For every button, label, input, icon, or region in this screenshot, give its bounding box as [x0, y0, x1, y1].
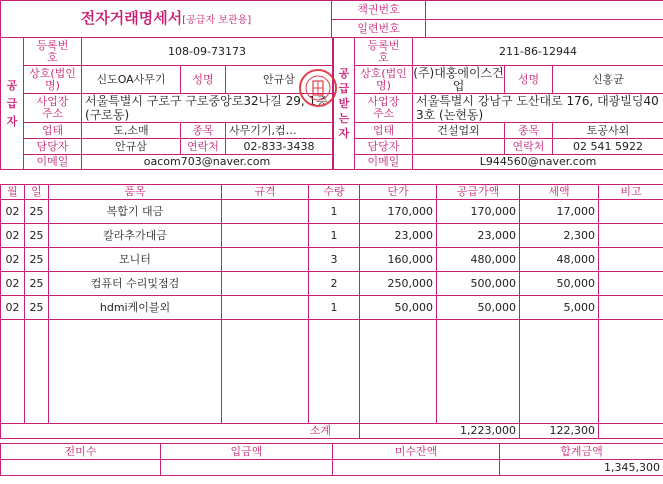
cell-note	[599, 248, 663, 272]
cell-day: 25	[25, 200, 49, 224]
cell-month: 02	[1, 296, 25, 320]
cell-day: 25	[25, 248, 49, 272]
buyer-email-label: 이메일	[355, 155, 413, 170]
items-header-row	[1, 185, 663, 200]
supplier-biz: 도,소매	[82, 123, 181, 139]
cell-month: 02	[1, 224, 25, 248]
cell-tax: 2,300	[520, 224, 599, 248]
cell-tax: 5,000	[520, 296, 599, 320]
supplier-rep: 안규삼	[226, 66, 333, 94]
cell-month: 02	[1, 248, 25, 272]
cell-day: 25	[25, 296, 49, 320]
col-supply: 공급가액	[437, 185, 520, 200]
col-item: 품목	[49, 185, 222, 200]
cell-qty: 3	[309, 248, 360, 272]
col-qty: 수량	[309, 185, 360, 200]
cell-note	[599, 200, 663, 224]
buyer-manager	[413, 139, 505, 155]
table-row	[1, 296, 663, 320]
col-day: 일	[25, 185, 49, 200]
buyer-addr-label: 사업장주소	[355, 94, 413, 123]
cell-tax: 17,000	[520, 200, 599, 224]
cell-qty: 1	[309, 296, 360, 320]
supplier-side-label: 공급자	[1, 38, 24, 170]
book-no-value	[426, 1, 663, 20]
cell-supply: 170,000	[437, 200, 520, 224]
total-value: 1,345,300	[500, 460, 663, 476]
subtotal-row	[1, 424, 663, 439]
cell-item: hdmi케이블외	[49, 296, 222, 320]
cell-month: 02	[1, 200, 25, 224]
col-spec: 규격	[222, 185, 309, 200]
cell-day: 25	[25, 272, 49, 296]
supplier-reg-no: 108-09-73173	[82, 38, 333, 66]
document-title: 전자거래명세서	[80, 8, 183, 27]
supplier-item: 사무기기,컴…	[226, 123, 333, 139]
buyer-contact: 02 541 5922	[553, 139, 663, 155]
buyer-biz-label: 업태	[355, 123, 413, 139]
buyer-rep: 신홍균	[553, 66, 663, 94]
cell-note	[599, 272, 663, 296]
prev-balance-value	[1, 460, 161, 476]
buyer-item-label: 종목	[505, 123, 553, 139]
cell-spec	[222, 272, 309, 296]
col-month: 월	[1, 185, 25, 200]
supplier-name: 신도OA사무기	[82, 66, 181, 94]
buyer-rep-label: 성명	[505, 66, 553, 94]
cell-month: 02	[1, 272, 25, 296]
cell-supply: 23,000	[437, 224, 520, 248]
cell-spec	[222, 200, 309, 224]
received-label: 입금액	[161, 444, 333, 460]
cell-supply: 500,000	[437, 272, 520, 296]
supplier-email: oacom703@naver.com	[82, 155, 333, 170]
supplier-item-label: 종목	[181, 123, 226, 139]
buyer-name-label: 상호(법인명)	[355, 66, 413, 94]
cell-tax: 48,000	[520, 248, 599, 272]
cell-spec	[222, 224, 309, 248]
footer-table	[0, 443, 663, 476]
buyer-reg-label: 등록번호	[355, 38, 413, 66]
header-table	[0, 0, 663, 38]
buyer-biz: 건설업외	[413, 123, 505, 139]
supplier-rep-label: 성명	[181, 66, 226, 94]
cell-price: 160,000	[360, 248, 437, 272]
table-row	[1, 248, 663, 272]
cell-note	[599, 296, 663, 320]
cell-spec	[222, 248, 309, 272]
cell-qty: 1	[309, 200, 360, 224]
buyer-reg-no: 211-86-12944	[413, 38, 663, 66]
unpaid-label: 미수잔액	[333, 444, 500, 460]
buyer-item: 토공사외	[553, 123, 663, 139]
table-row	[1, 224, 663, 248]
supplier-contact: 02-833-3438	[226, 139, 333, 155]
supplier-contact-label: 연락처	[181, 139, 226, 155]
col-note: 비고	[599, 185, 663, 200]
table-row	[1, 200, 663, 224]
buyer-addr: 서울특별시 강남구 도산대로 176, 대광빌딩403호 (논현동)	[413, 94, 663, 123]
cell-qty: 2	[309, 272, 360, 296]
cell-qty: 1	[309, 224, 360, 248]
buyer-name: (주)대홍에이스건업	[413, 65, 504, 93]
buyer-table	[333, 37, 663, 170]
document-subtitle: [공급자 보관용]	[182, 14, 252, 26]
cell-price: 170,000	[360, 200, 437, 224]
unpaid-value	[333, 460, 500, 476]
serial-no-label: 일련번호	[332, 20, 426, 38]
subtotal-supply: 1,223,000	[360, 424, 520, 439]
supplier-manager-label: 담당자	[24, 139, 82, 155]
items-table	[0, 184, 663, 439]
buyer-contact-label: 연락처	[505, 139, 553, 155]
subtotal-label: 소계	[1, 424, 360, 439]
empty-row	[1, 320, 663, 424]
buyer-side-label: 공급받는자	[334, 38, 355, 170]
title-cell	[1, 1, 332, 38]
cell-item: 복합기 대금	[49, 200, 222, 224]
cell-spec	[222, 296, 309, 320]
cell-price: 250,000	[360, 272, 437, 296]
supplier-reg-label: 등록번호	[24, 38, 82, 66]
table-row	[1, 272, 663, 296]
cell-supply: 50,000	[437, 296, 520, 320]
supplier-table	[0, 37, 333, 170]
cell-note	[599, 224, 663, 248]
cell-item: 모니터	[49, 248, 222, 272]
buyer-email: L944560@naver.com	[413, 155, 663, 170]
cell-day: 25	[25, 224, 49, 248]
supplier-name-label: 상호(법인명)	[24, 66, 82, 94]
received-value	[161, 460, 333, 476]
cell-item: 칼라추가대금	[49, 224, 222, 248]
total-label: 합계금액	[500, 444, 663, 460]
supplier-addr-label: 사업장주소	[24, 94, 82, 123]
cell-supply: 480,000	[437, 248, 520, 272]
subtotal-tax: 122,300	[520, 424, 599, 439]
col-tax: 세액	[520, 185, 599, 200]
prev-balance-label: 전미수	[1, 444, 161, 460]
cell-item: 컴퓨터 수리및점검	[49, 272, 222, 296]
buyer-manager-label: 담당자	[355, 139, 413, 155]
serial-no-value	[426, 20, 663, 38]
cell-tax: 50,000	[520, 272, 599, 296]
cell-price: 23,000	[360, 224, 437, 248]
book-no-label: 책권번호	[332, 1, 426, 20]
col-price: 단가	[360, 185, 437, 200]
cell-price: 50,000	[360, 296, 437, 320]
supplier-email-label: 이메일	[24, 155, 82, 170]
supplier-biz-label: 업태	[24, 123, 82, 139]
supplier-addr: 서울특별시 구로구 구로중앙로32나길 29, 1층(구로동)	[82, 94, 333, 123]
supplier-manager: 안규삼	[82, 139, 181, 155]
